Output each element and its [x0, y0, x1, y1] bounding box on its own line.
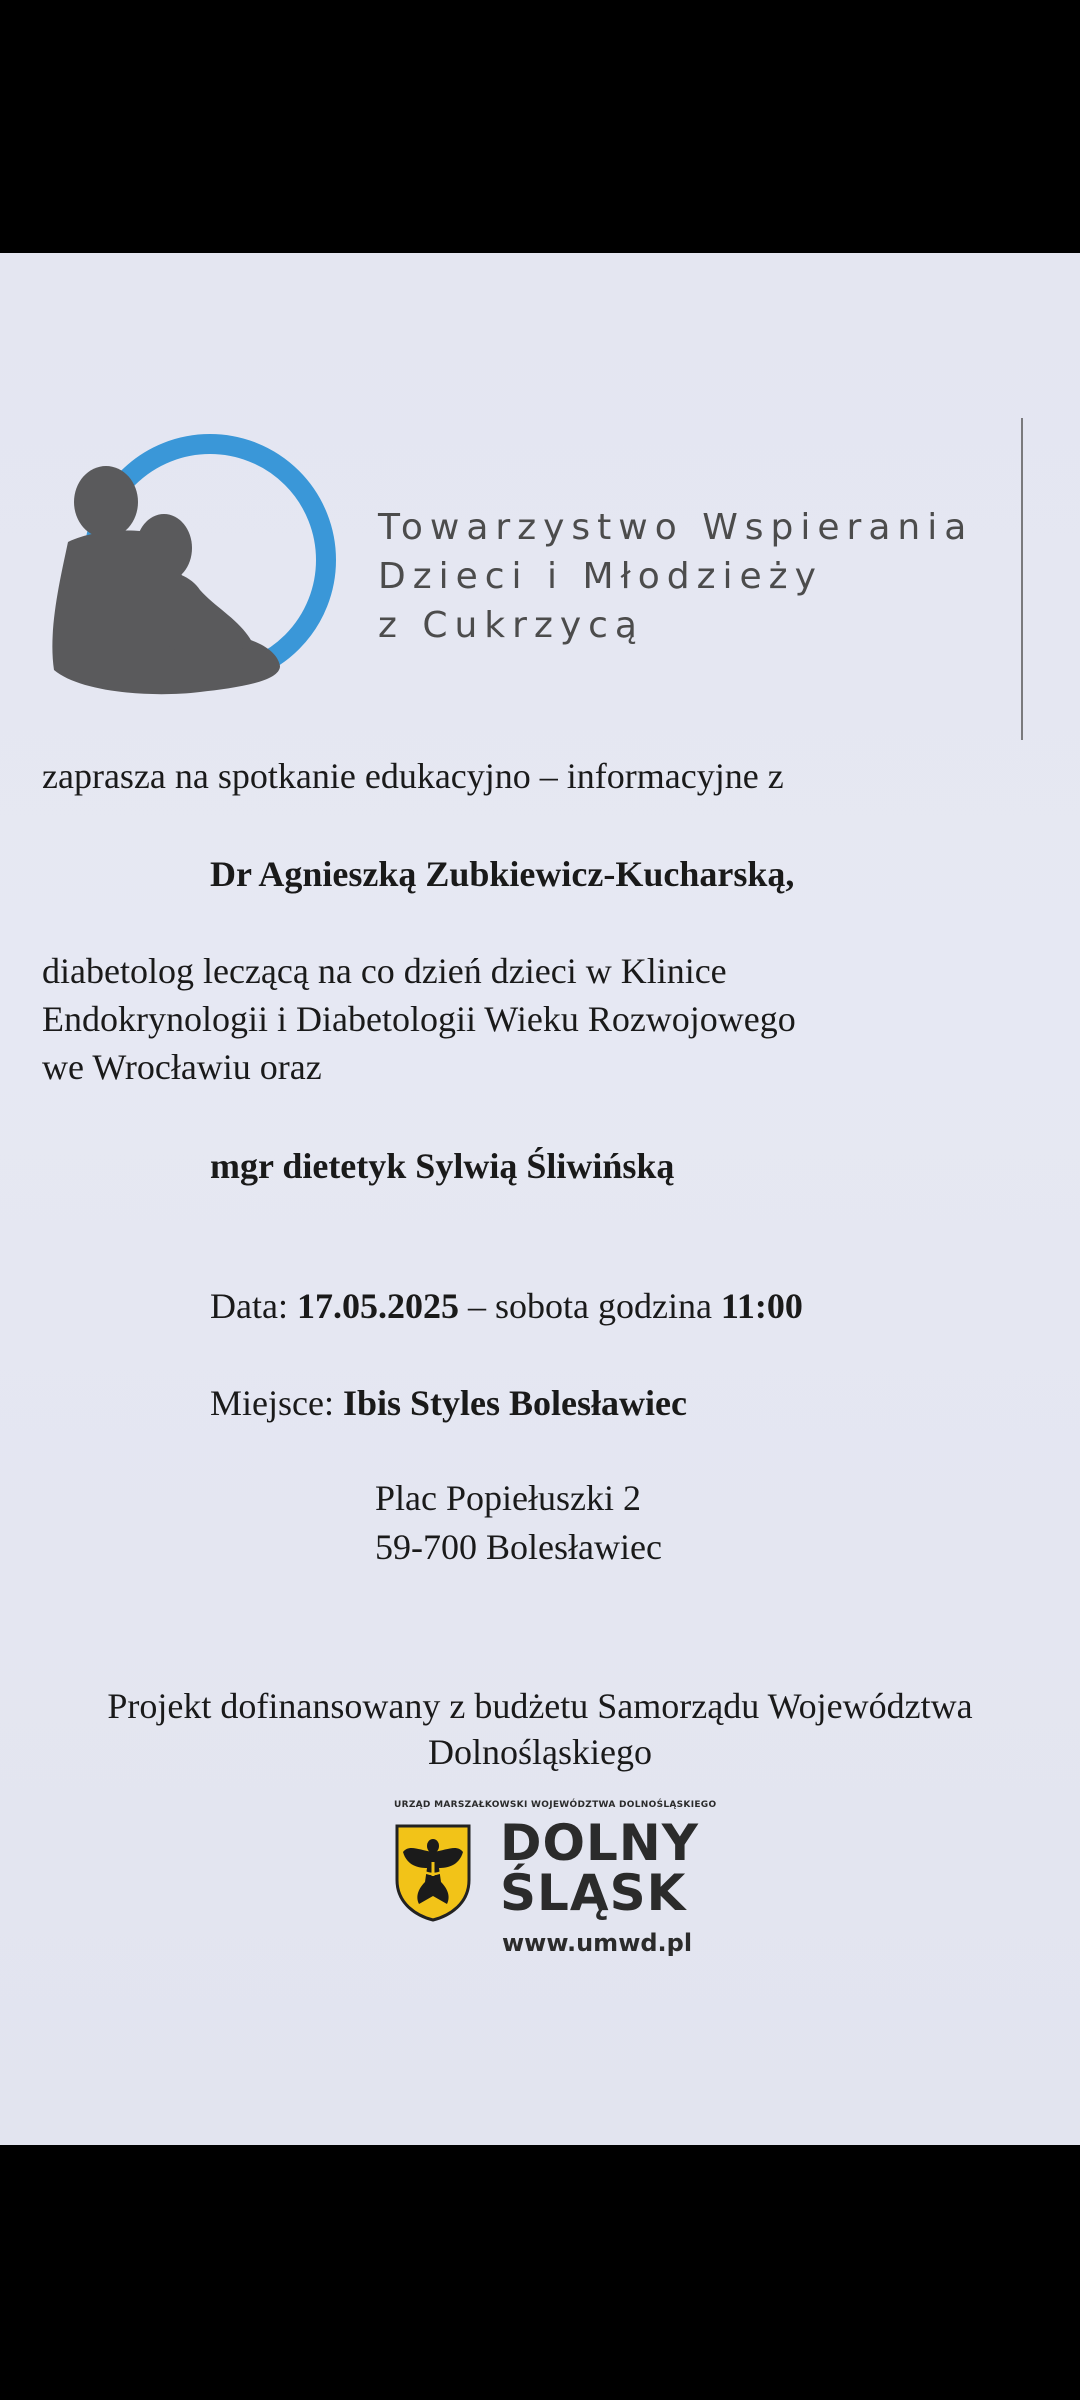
date-value: 17.05.2025	[296, 1286, 459, 1326]
time-value: 11:00	[720, 1286, 803, 1326]
logo-word-slask: ŚLĄSK	[500, 1864, 687, 1922]
event-place	[210, 1384, 687, 1423]
children-silhouette-icon	[52, 466, 280, 694]
paper-fold-line	[1021, 418, 1023, 740]
logo-word-dolny: DOLNY	[500, 1814, 699, 1872]
speaker1-description-line2: Endokrynologii i Diabetologii Wieku Rozwojowego	[42, 999, 796, 1039]
event-date	[210, 1287, 803, 1326]
regional-office-caption: URZĄD MARSZAŁKOWSKI WOJEWÓDZTWA DOLNOŚLĄSKIEGO	[394, 1800, 717, 1810]
organization-name	[378, 503, 973, 650]
intro-text: zaprasza na spotkanie edukacyjno – informacyjne z	[42, 756, 784, 796]
date-weekday: – sobota godzina	[458, 1286, 721, 1326]
speaker1-description-line3: we Wrocławiu oraz	[42, 1047, 322, 1087]
organization-name-line2: Dzieci i Młodzieży	[378, 556, 823, 597]
place-label: Miejsce:	[210, 1383, 343, 1423]
organization-name-line1: Towarzystwo Wspierania	[378, 507, 974, 548]
date-label: Data:	[210, 1286, 297, 1326]
website-link[interactable]: www.umwd.pl	[502, 1929, 693, 1957]
address-city: 59-700 Bolesławiec	[375, 1527, 662, 1567]
dolny-slask-shield-icon	[393, 1822, 473, 1922]
organization-name-line3: z Cukrzycą	[378, 605, 644, 646]
organization-logo-icon	[40, 430, 350, 710]
place-value: Ibis Styles Bolesławiec	[342, 1383, 687, 1423]
speaker1-name: Dr Agnieszką Zubkiewicz-Kucharską,	[210, 854, 795, 894]
address-street: Plac Popiełuszki 2	[375, 1478, 641, 1518]
funding-line1: Projekt dofinansowany z budżetu Samorządu Województwa	[107, 1686, 973, 1726]
speaker2-name: mgr dietetyk Sylwią Śliwińską	[210, 1146, 675, 1186]
funding-line2: Dolnośląskiego	[428, 1732, 652, 1772]
speaker1-description-line1: diabetolog leczącą na co dzień dzieci w Klinice	[42, 951, 727, 991]
